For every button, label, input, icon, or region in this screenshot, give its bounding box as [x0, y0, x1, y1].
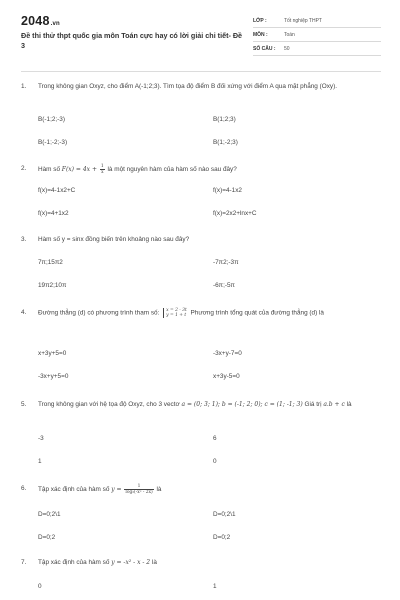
question-text-part: Giá trị — [302, 401, 324, 408]
answer-option-d[interactable]: 0 — [213, 458, 217, 465]
meta-value: Toán — [284, 31, 295, 38]
question-number: 6. — [21, 485, 27, 492]
answer-option-c[interactable]: B(-1;-2;-3) — [38, 139, 68, 146]
question-text — [38, 308, 381, 319]
question-text-part: là — [154, 486, 162, 494]
fraction-denominator: x — [101, 170, 104, 175]
question-text — [38, 164, 381, 175]
fraction-numerator: 1 — [124, 484, 153, 490]
question-text-part: là — [344, 401, 352, 408]
question-header — [21, 164, 381, 175]
math-fraction — [124, 484, 153, 495]
site-logo[interactable] — [21, 14, 60, 28]
meta-row-subject — [253, 28, 381, 42]
question-text-part: Trong không gian với hệ tọa độ Oxyz, cho 3 vectơ — [38, 401, 182, 408]
answer-option-b[interactable]: f(x)=4-1x2 — [213, 187, 242, 194]
question-5 — [21, 400, 381, 470]
answer-option-c[interactable]: -3x+y+5=0 — [38, 373, 69, 380]
question-header — [21, 82, 381, 92]
question-text-part: Tập xác định của hàm số — [38, 486, 112, 494]
math-fraction — [100, 164, 105, 175]
answer-option-c[interactable]: 1 — [38, 458, 42, 465]
question-number: 2. — [21, 165, 27, 172]
question-text — [38, 558, 381, 568]
question-header — [21, 558, 381, 568]
question-header — [21, 400, 381, 410]
logo-text: 2048 — [21, 14, 50, 28]
answer-option-b[interactable]: 6 — [213, 435, 217, 442]
question-text-part: Đường thẳng (d) có phương trình tham số: — [38, 309, 162, 317]
math-expression: a.b + c — [323, 401, 345, 408]
question-header — [21, 308, 381, 319]
answer-option-d[interactable]: D=0;2 — [213, 534, 231, 541]
answer-option-c[interactable]: f(x)=4+1x2 — [38, 210, 69, 217]
answer-option-d[interactable]: -6π;-5π — [213, 282, 235, 289]
fraction-denominator: log₂(-x² - 2x) — [125, 490, 153, 495]
question-number: 4. — [21, 309, 27, 316]
question-text-part: Hàm số — [38, 166, 62, 174]
document-header — [0, 0, 400, 66]
question-text-part: Tập xác định của hàm số — [38, 559, 112, 566]
question-text — [38, 484, 381, 495]
question-number: 3. — [21, 236, 27, 243]
question-header — [21, 235, 381, 245]
answer-option-b[interactable]: D=0;2\1 — [213, 511, 236, 518]
answer-option-d[interactable]: B(1;-2;3) — [213, 139, 238, 146]
answer-option-b[interactable]: -3x+y-7=0 — [213, 350, 242, 357]
answer-option-c[interactable]: 19π2;10π — [38, 282, 67, 289]
document-title: Đề thi thử thpt quốc gia môn Toán cực hay có lời giải chi tiết- Đề 3 — [21, 31, 243, 50]
question-text: Trong không gian Oxyz, cho điểm A(-1;2;3). Tìm tọa độ điểm B đối xứng với điểm A qua mặt phẳng (Oxy). — [38, 83, 338, 90]
logo-suffix: .vn — [50, 21, 60, 27]
meta-value: 50 — [284, 45, 290, 52]
equation-line: y = 1 + t — [166, 313, 187, 318]
meta-label: MÔN : — [253, 31, 268, 38]
question-text-part: là — [150, 559, 157, 566]
answer-option-a[interactable]: B(-1;2;-3) — [38, 116, 65, 123]
answer-option-b[interactable]: -7π2;-3π — [213, 259, 239, 266]
meta-row-count — [253, 42, 381, 56]
answer-option-a[interactable]: 7π;15π2 — [38, 259, 63, 266]
answer-option-d[interactable]: f(x)=2x2+lnx+C — [213, 210, 257, 217]
question-6 — [21, 484, 381, 546]
answer-option-a[interactable]: x+3y+5=0 — [38, 350, 67, 357]
answer-option-c[interactable]: D=0;2 — [38, 534, 56, 541]
meta-row-class — [253, 14, 381, 28]
answer-option-a[interactable]: D=0;2\1 — [38, 511, 61, 518]
question-number: 7. — [21, 559, 27, 566]
answer-option-a[interactable]: 0 — [38, 583, 42, 590]
equation-line: x = 2 - 3t — [166, 308, 187, 313]
question-7 — [21, 558, 381, 598]
header-divider — [21, 71, 381, 72]
answer-option-a[interactable]: -3 — [38, 435, 44, 442]
question-text: Hàm số y = sinx đồng biến trên khoảng nào sau đây? — [38, 236, 190, 243]
question-3 — [21, 235, 381, 295]
answer-option-a[interactable]: f(x)=4-1x2+C — [38, 187, 76, 194]
meta-value: Tốt nghiệp THPT — [284, 17, 322, 24]
math-expression: F(x) = 4x + — [61, 166, 99, 174]
question-4 — [21, 308, 381, 383]
meta-label: LỚP : — [253, 17, 267, 24]
question-text — [38, 400, 381, 410]
exam-meta — [253, 14, 381, 56]
question-header — [21, 484, 381, 495]
question-1 — [21, 82, 381, 152]
equation-system — [163, 308, 187, 318]
question-number: 5. — [21, 401, 27, 408]
math-expression: y = -x² - x - 2 — [111, 559, 151, 566]
math-expression: y = — [111, 486, 124, 494]
question-2 — [21, 164, 381, 224]
answer-option-b[interactable]: 1 — [213, 583, 217, 590]
question-number: 1. — [21, 83, 27, 90]
answer-option-b[interactable]: B(1;2;3) — [213, 116, 236, 123]
question-text-part: Phương trình tổng quát của đường thẳng (d) là — [188, 309, 324, 317]
meta-label: SỐ CÂU : — [253, 45, 276, 52]
fraction-numerator: 1 — [100, 164, 104, 169]
answer-option-d[interactable]: x+3y-5=0 — [213, 373, 240, 380]
math-expression: a = (0; 3; 1); b = (-1; 2; 0); c = (1; -1; 3) — [181, 401, 303, 408]
question-text-part: là một nguyên hàm của hàm số nào sau đây? — [105, 166, 237, 174]
